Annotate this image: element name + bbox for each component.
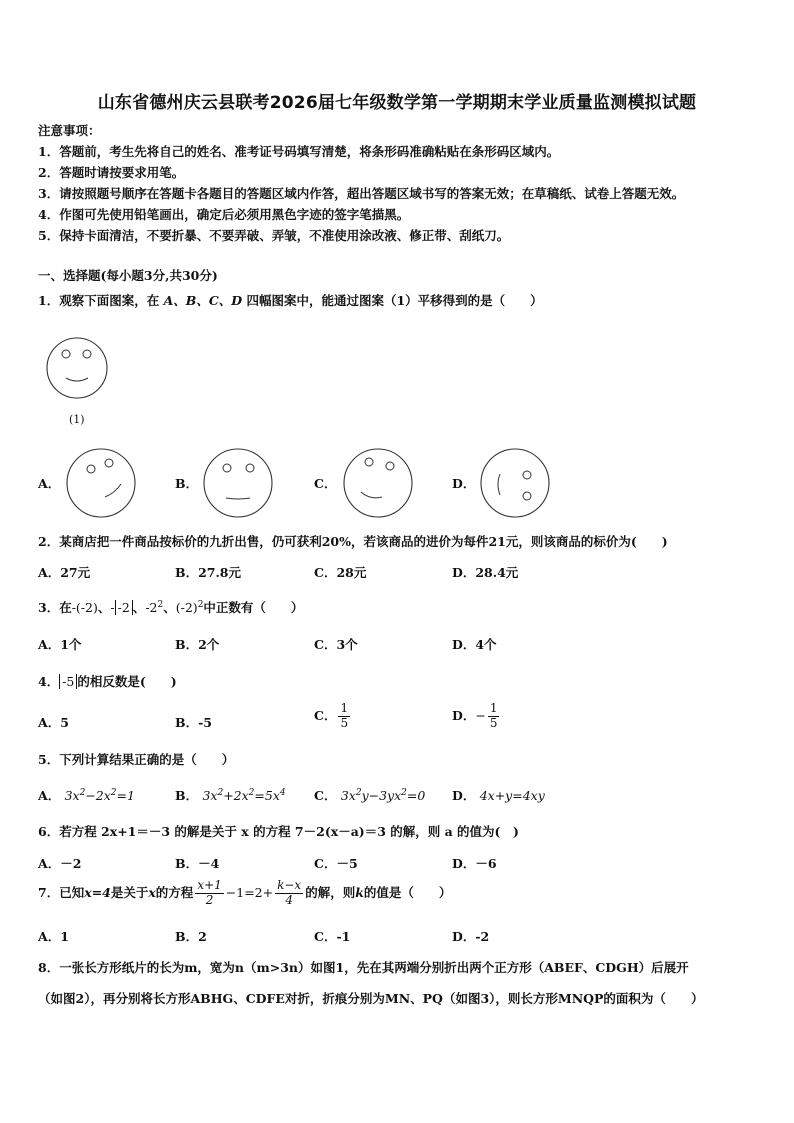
- q4-option-b: B．-5: [175, 715, 212, 730]
- expr-part: =1: [116, 788, 135, 803]
- question-8-line-1: 8．一张长方形纸片的长为m，宽为n（m>3n）如图1，先在其两端分别折出两个正方形（ABEF、CDGH）后展开: [38, 960, 689, 975]
- q5-option-a: [38, 786, 135, 804]
- q1-letters: A、B、C、D: [163, 293, 243, 308]
- q5-option-c: [314, 786, 425, 804]
- q3-option-a: A．1个: [38, 637, 82, 652]
- q3-post: 中正数有（ ）: [203, 600, 304, 615]
- fraction-numerator: 1: [340, 701, 349, 715]
- expr-exp: 2: [79, 788, 86, 798]
- q4-option-c: [314, 702, 352, 731]
- fraction-denominator: 4: [285, 892, 293, 907]
- q1-option-d-label: D．: [452, 476, 476, 491]
- q3-sep-3: 、: [163, 600, 176, 615]
- q3-expr-4: (-2): [175, 600, 198, 615]
- q7-option-a: A．1: [38, 929, 69, 944]
- notice-item-4: 4．作图可先使用铅笔画出，确定后必须用黑色字迹的签字笔描黑。: [38, 207, 410, 222]
- expr-exp: 2: [110, 788, 117, 798]
- question-5-stem: 5．下列计算结果正确的是（ ）: [38, 752, 235, 767]
- question-7-stem: [38, 879, 451, 908]
- expr-part: 3x: [202, 788, 218, 803]
- notice-item-3: 3．请按照题号顺序在答题卡各题目的答题区域内作答，超出答题区域书写的答案无效；在草稿纸、试卷上答题无效。: [38, 186, 685, 201]
- q3-expr-1: -(-2): [71, 600, 98, 615]
- q7-option-b: B．2: [175, 929, 207, 944]
- smiley-option-b: [201, 446, 275, 520]
- q4-option-a: A．5: [38, 715, 69, 730]
- q1-option-a-label: A．: [38, 476, 61, 491]
- expr-exp: 4: [279, 788, 286, 798]
- q4-option-c-label: C．: [314, 707, 337, 723]
- q4-pre: 4．: [38, 674, 60, 689]
- fraction-numerator: 1: [489, 701, 498, 715]
- q7-pre: 7．已知: [38, 884, 85, 900]
- q7-mid2: 的方程: [155, 884, 194, 900]
- q3-expr-2-sign: -: [110, 600, 115, 615]
- q1-option-c-label: C．: [314, 476, 337, 491]
- q3-expr-4-exp: 2: [197, 600, 204, 610]
- expr-part: =0: [406, 788, 426, 803]
- notice-item-1: 1．答题前，考生先将自己的姓名、准考证号码填写清楚，将条形码准确粘贴在条形码区域内。: [38, 144, 560, 159]
- q5-option-a-expr: [65, 788, 135, 803]
- page-title: 山东省德州庆云县联考2026届七年级数学第一学期期末学业质量监测模拟试题: [97, 93, 697, 113]
- q3-sep-1: 、: [97, 600, 111, 615]
- q5-option-d-label: D．: [452, 788, 476, 803]
- q5-option-d: [452, 786, 545, 804]
- expr-part: y−3yx: [361, 788, 402, 803]
- q2-option-d: D．28.4元: [452, 565, 519, 580]
- q5-option-b-label: B．: [175, 788, 199, 803]
- question-4-stem: [38, 672, 177, 690]
- q6-option-a: A．－2: [38, 856, 82, 871]
- smiley-figure-original: [44, 336, 110, 402]
- q7-k: k: [355, 884, 364, 900]
- q2-option-a: A．27元: [38, 565, 91, 580]
- q4-option-d-label: D．: [452, 707, 476, 723]
- q7-condition: x=4: [84, 884, 111, 900]
- q7-fraction-1: [195, 879, 223, 908]
- q1-post: 四幅图案中，能通过图案（1）平移得到的是（ ）: [246, 293, 543, 308]
- fraction-denominator: 2: [205, 892, 214, 907]
- smiley-option-d: [478, 446, 552, 520]
- q5-option-b-expr: [202, 788, 285, 803]
- q5-option-a-label: A．: [38, 788, 61, 803]
- q7-option-c: C．-1: [314, 929, 351, 944]
- q3-option-d: D．4个: [452, 637, 497, 652]
- expr-exp: 2: [355, 788, 362, 798]
- expr-part: −2x: [85, 788, 111, 803]
- expr-exp: 2: [248, 788, 255, 798]
- q6-option-c: C．－5: [314, 856, 358, 871]
- notice-item-5: 5．保持卡面清洁，不要折暴、不要弄破、弄皱，不准使用涂改液、修正带、刮纸刀。: [38, 228, 510, 243]
- q4-option-c-fraction: [338, 702, 350, 731]
- q4-option-d-fraction: [488, 702, 500, 731]
- smiley-option-c: [341, 446, 415, 520]
- q3-expr-3: -2: [145, 600, 158, 615]
- expr-part: =5x: [254, 788, 280, 803]
- q7-post1: 的解，则: [305, 884, 356, 900]
- expr-part: 3x: [64, 788, 80, 803]
- figure-label: (1): [69, 413, 85, 426]
- q7-option-d: D．-2: [452, 929, 490, 944]
- question-1-stem: [38, 291, 543, 309]
- notice-item-2: 2．答题时请按要求用笔。: [38, 165, 185, 180]
- q4-abs-value: -5: [59, 674, 77, 689]
- section-heading: 一、选择题(每小题3分,共30分): [38, 268, 218, 283]
- fraction-numerator: k−x: [277, 878, 302, 892]
- q1-option-b-label: B．: [175, 476, 199, 491]
- fraction-denominator: 5: [340, 715, 349, 730]
- q5-option-c-label: C．: [314, 788, 337, 803]
- fraction-numerator: x+1: [197, 878, 222, 892]
- expr-exp: 2: [217, 788, 224, 798]
- q5-option-b: [175, 786, 286, 804]
- q6-option-b: B．－4: [175, 856, 220, 871]
- q3-option-b: B．2个: [175, 637, 220, 652]
- q4-option-d: [452, 702, 501, 731]
- q5-option-d-expr: 4x+y=4xy: [479, 788, 545, 803]
- q7-equation-middle: −1=2+: [225, 884, 274, 900]
- q7-fraction-2: [275, 879, 303, 908]
- q2-option-b: B．27.8元: [175, 565, 242, 580]
- question-8-line-2: （如图2），再分别将长方形ABHG、CDFE对折，折痕分别为MN、PQ（如图3），则长方形MNQP的面积为（ ）: [38, 991, 704, 1006]
- q5-option-c-expr: [341, 788, 426, 803]
- fraction-denominator: 5: [489, 715, 498, 730]
- q3-expr-2-abs: -2: [115, 600, 133, 615]
- q6-option-d: D．－6: [452, 856, 497, 871]
- q7-mid: 是关于: [110, 884, 149, 900]
- smiley-option-a: [64, 446, 138, 520]
- q7-variable: x: [148, 884, 156, 900]
- q3-option-c: C．3个: [314, 637, 358, 652]
- question-3-stem: [38, 598, 303, 616]
- question-2-stem: 2．某商店把一件商品按标价的九折出售，仍可获利20%，若该商品的进价为每件21元，则该商品的标价为( ): [38, 534, 668, 549]
- expr-part: 3x: [340, 788, 356, 803]
- question-6-stem: 6．若方程 2x+1＝－3 的解是关于 x 的方程 7－2(x－a)＝3 的解，则 a 的值为( ): [38, 824, 519, 839]
- q2-option-c: C．28元: [314, 565, 367, 580]
- q4-option-d-sign: −: [475, 707, 486, 723]
- q1-pre: 1．观察下面图案，在: [38, 293, 160, 308]
- expr-part: +2x: [223, 788, 249, 803]
- q4-post: 的相反数是( ): [77, 674, 177, 689]
- notice-heading: 注意事项：: [38, 123, 101, 138]
- expr-exp: 2: [401, 788, 407, 798]
- q3-expr-3-exp: 2: [157, 600, 164, 610]
- q7-post2: 的值是（ ）: [363, 884, 452, 900]
- q3-pre: 3．在: [38, 600, 72, 615]
- q3-sep-2: 、: [132, 600, 146, 615]
